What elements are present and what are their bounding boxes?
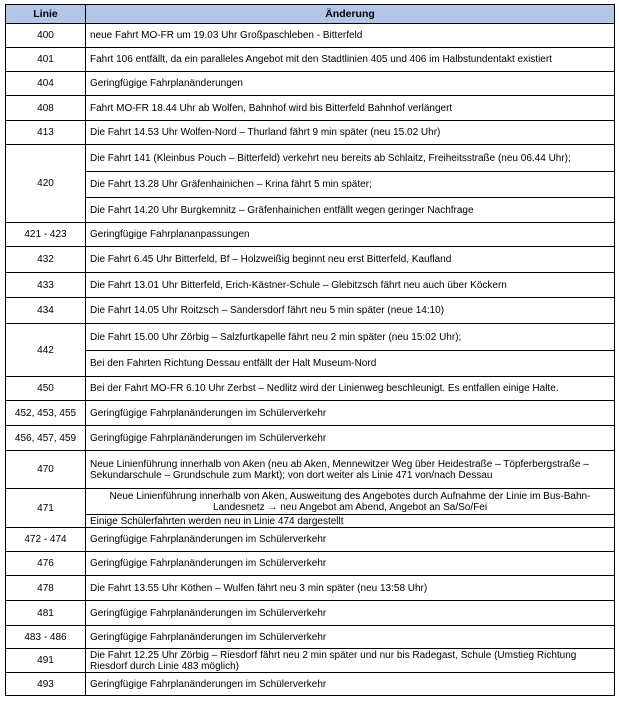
table-row (6, 528, 615, 552)
cell-linie: 401 (6, 48, 86, 72)
cell-aenderung: Einige Schülerfahrten werden neu in Linie 474 dargestellt (86, 515, 615, 528)
table-row (6, 121, 615, 145)
cell-linie: 452, 453, 455 (6, 401, 86, 426)
cell-aenderung: Geringfügige Fahrplanänderungen im Schülerverkehr (86, 552, 615, 576)
cell-linie: 470 (6, 451, 86, 489)
changes-table (5, 4, 615, 696)
cell-aenderung: Bei der Fahrt MO-FR 6.10 Uhr Zerbst – Nedlitz wird der Linienweg beschleunigt. Es entfallen einige Halte. (86, 377, 615, 401)
table-row (6, 489, 615, 515)
cell-aenderung: Geringfügige Fahrplanänderungen im Schülerverkehr (86, 426, 615, 451)
table-row (6, 576, 615, 601)
cell-aenderung: Geringfügige Fahrplanänderungen im Schülerverkehr (86, 626, 615, 649)
cell-aenderung: Geringfügige Fahrplananpassungen (86, 223, 615, 247)
table-row (6, 515, 615, 528)
cell-linie: 442 (6, 324, 86, 377)
cell-linie: 433 (6, 273, 86, 298)
cell-aenderung: Geringfügige Fahrplanänderungen im Schülerverkehr (86, 401, 615, 426)
cell-aenderung: Fahrt MO-FR 18.44 Uhr ab Wolfen, Bahnhof wird bis Bitterfeld Bahnhof verlängert (86, 96, 615, 121)
table-row (6, 351, 615, 377)
cell-aenderung: Die Fahrt 13.01 Uhr Bitterfeld, Erich-Kästner-Schule – Glebitzsch fährt neu auch über Köckern (86, 273, 615, 298)
cell-aenderung: Geringfügige Fahrplanänderungen im Schülerverkehr (86, 673, 615, 696)
cell-aenderung: Die Fahrt 6.45 Uhr Bitterfeld, Bf – Holzweißig beginnt neu erst Bitterfeld, Kaufland (86, 247, 615, 273)
cell-linie: 450 (6, 377, 86, 401)
cell-linie: 421 - 423 (6, 223, 86, 247)
table-row (6, 451, 615, 489)
table-row (6, 298, 615, 324)
cell-linie: 420 (6, 145, 86, 223)
cell-aenderung: Fahrt 106 entfällt, da ein paralleles Angebot mit den Stadtlinien 405 und 406 im Halbstundentakt existiert (86, 48, 615, 72)
cell-linie: 404 (6, 72, 86, 96)
cell-aenderung: Geringfügige Fahrplanänderungen im Schülerverkehr (86, 528, 615, 552)
column-header-linie: Linie (6, 5, 86, 24)
cell-aenderung: Die Fahrt 13.28 Uhr Gräfenhainichen – Krina fährt 5 min später; (86, 172, 615, 198)
cell-aenderung: Geringfügige Fahrplanänderungen im Schülerverkehr (86, 601, 615, 626)
cell-linie: 471 (6, 489, 86, 528)
cell-linie: 432 (6, 247, 86, 273)
table-row (6, 626, 615, 649)
cell-linie: 483 - 486 (6, 626, 86, 649)
cell-linie: 434 (6, 298, 86, 324)
cell-linie: 472 - 474 (6, 528, 86, 552)
cell-aenderung: Die Fahrt 14.20 Uhr Burgkemnitz – Gräfenhainichen entfällt wegen geringer Nachfrage (86, 198, 615, 223)
cell-linie: 400 (6, 24, 86, 48)
cell-aenderung: Die Fahrt 14.05 Uhr Roitzsch – Sandersdorf fährt neu 5 min später (neue 14:10) (86, 298, 615, 324)
header-row (6, 5, 615, 24)
cell-linie: 476 (6, 552, 86, 576)
table-row (6, 377, 615, 401)
cell-linie: 481 (6, 601, 86, 626)
cell-aenderung: neue Fahrt MO-FR um 19.03 Uhr Großpaschleben - Bitterfeld (86, 24, 615, 48)
cell-aenderung: Neue Linienführung innerhalb von Aken, Ausweitung des Angebotes durch Aufnahme der Linie im Bus-Bahn-Landesnetz → neu Angebot am Abend, Angebot an Sa/So/Fei (86, 489, 615, 515)
cell-aenderung: Die Fahrt 12.25 Uhr Zörbig – Riesdorf fährt neu 2 min später und nur bis Radegast, Schule (Umstieg Richtung Riesdorf durch Linie 483 möglich) (86, 649, 615, 673)
cell-linie: 408 (6, 96, 86, 121)
table-body (6, 24, 615, 696)
table-row (6, 198, 615, 223)
table-row (6, 552, 615, 576)
table-row (6, 172, 615, 198)
table-row (6, 48, 615, 72)
cell-aenderung: Neue Linienführung innerhalb von Aken (neu ab Aken, Mennewitzer Weg über Heidestraße – Töpferbergstraße – Sekundarschule – Grundschule zum Markt); von dort weiter als Linie 471 von/nach Dessau (86, 451, 615, 489)
table-row (6, 401, 615, 426)
cell-linie: 493 (6, 673, 86, 696)
table-row (6, 601, 615, 626)
table-row (6, 24, 615, 48)
cell-aenderung: Die Fahrt 14.53 Uhr Wolfen-Nord – Thurland fährt 9 min später (neu 15.02 Uhr) (86, 121, 615, 145)
table-row (6, 273, 615, 298)
table-row (6, 145, 615, 172)
table-row (6, 324, 615, 351)
cell-aenderung: Bei den Fahrten Richtung Dessau entfällt der Halt Museum-Nord (86, 351, 615, 377)
table-row (6, 223, 615, 247)
cell-aenderung: Die Fahrt 15.00 Uhr Zörbig – Salzfurtkapelle fährt neu 2 min später (neu 15:02 Uhr); (86, 324, 615, 351)
table-row (6, 426, 615, 451)
cell-linie: 478 (6, 576, 86, 601)
cell-aenderung: Die Fahrt 13.55 Uhr Köthen – Wulfen fährt neu 3 min später (neu 13:58 Uhr) (86, 576, 615, 601)
table-row (6, 649, 615, 673)
table-row (6, 247, 615, 273)
cell-linie: 456, 457, 459 (6, 426, 86, 451)
cell-linie: 413 (6, 121, 86, 145)
table-row (6, 673, 615, 696)
cell-aenderung: Geringfügige Fahrplanänderungen (86, 72, 615, 96)
column-header-aenderung: Änderung (86, 5, 615, 24)
table-row (6, 72, 615, 96)
cell-aenderung: Die Fahrt 141 (Kleinbus Pouch – Bitterfeld) verkehrt neu bereits ab Schlaitz, Freiheitsstraße (neu 06.44 Uhr); (86, 145, 615, 172)
table-row (6, 96, 615, 121)
cell-linie: 491 (6, 649, 86, 673)
